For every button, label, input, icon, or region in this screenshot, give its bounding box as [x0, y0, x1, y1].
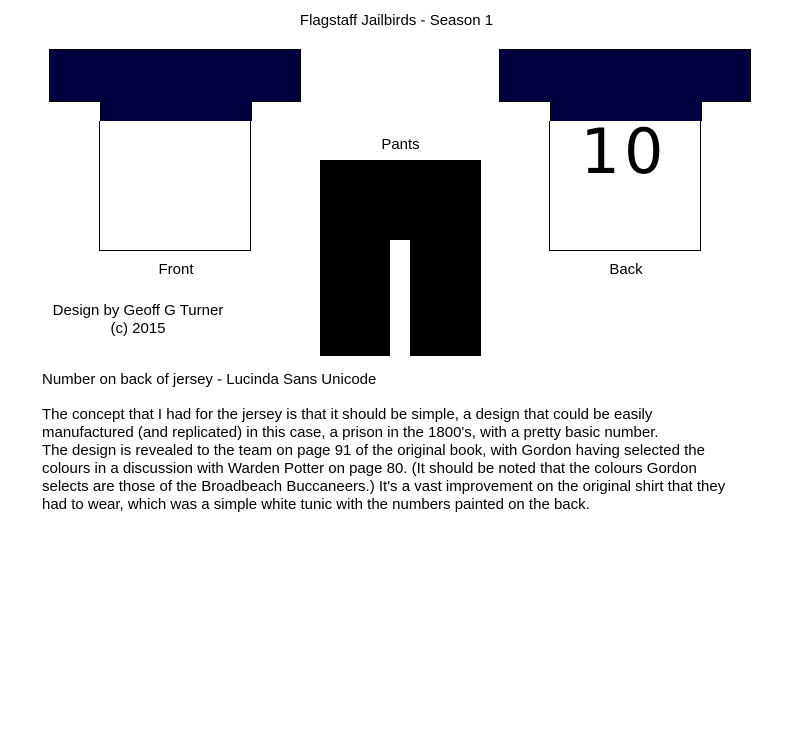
page-title: Flagstaff Jailbirds - Season 1 — [299, 12, 494, 29]
description-line: The concept that I had for the jersey is that it should be simple, a design that could be easily — [42, 406, 653, 423]
description-line: selects are those of the Broadbeach Buccaneers.) It's a vast improvement on the original shirt that they — [42, 478, 726, 495]
jersey-front-body — [99, 121, 251, 251]
font-note: Number on back of jersey - Lucinda Sans Unicode — [42, 371, 377, 388]
jersey-back — [499, 49, 751, 252]
description — [42, 406, 782, 514]
description-line: The design is revealed to the team on page 91 of the original book, with Gordon having selected the — [42, 442, 705, 459]
pants-label: Pants — [381, 136, 420, 153]
jersey-back-sleeves-band — [499, 49, 751, 102]
credit-author: Design by Geoff G Turner — [52, 302, 224, 319]
description-line: colours in a discussion with Warden Potter on page 80. (It should be noted that the colours Gordon — [42, 460, 697, 477]
jersey-back-label: Back — [609, 261, 643, 278]
design-credit — [48, 302, 228, 338]
jersey-front — [49, 49, 301, 252]
jersey-back-number: 10 — [580, 115, 668, 188]
pants-graphic — [320, 160, 481, 356]
description-line: manufactured (and replicated) in this case, a prison in the 1800's, with a pretty basic number. — [42, 424, 659, 441]
jersey-front-sleeves-band — [49, 49, 301, 102]
jersey-front-label: Front — [158, 261, 194, 278]
pants-leg-gap — [390, 240, 410, 356]
jersey-front-collar-band — [100, 101, 252, 121]
credit-copyright: (c) 2015 — [110, 320, 166, 337]
description-line: had to wear, which was a simple white tunic with the numbers painted on the back. — [42, 496, 590, 513]
